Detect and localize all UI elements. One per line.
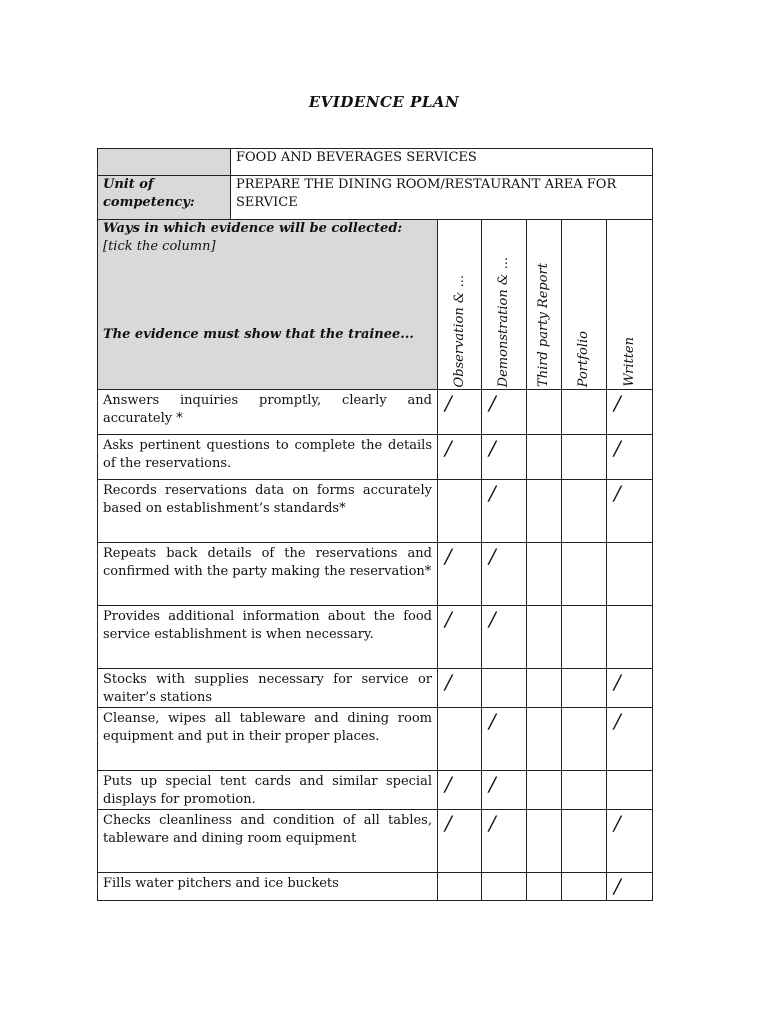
evidence-plan-table: [97, 148, 653, 901]
tick-mark: /: [489, 772, 496, 796]
tick-cell: [607, 390, 653, 435]
criteria-text: Fills water pitchers and ice buckets: [98, 873, 438, 901]
tick-cell: [482, 873, 527, 901]
method-label: Observation & ...: [451, 274, 467, 387]
method-label: Written: [621, 337, 637, 387]
tick-cell: [482, 810, 527, 873]
tick-cell: [562, 480, 607, 543]
criteria-row: [98, 873, 653, 901]
tick-mark: /: [445, 436, 452, 460]
tick-cell: [438, 435, 482, 480]
tick-cell: [482, 708, 527, 771]
tick-cell: [482, 771, 527, 810]
tick-cell: [607, 543, 653, 606]
tick-mark: /: [489, 436, 496, 460]
criteria-text: Cleanse, wipes all tableware and dining room equipment and put in their proper places.: [98, 708, 438, 771]
tick-mark: /: [614, 670, 621, 694]
methods-header-row: [98, 220, 653, 390]
tick-cell: [527, 873, 562, 901]
tick-cell: [438, 390, 482, 435]
tick-mark: /: [614, 709, 621, 733]
method-demonstration: [482, 220, 527, 390]
tick-cell: [562, 873, 607, 901]
tick-mark: /: [614, 391, 621, 415]
tick-cell: [527, 708, 562, 771]
tick-cell: [562, 708, 607, 771]
tick-mark: /: [614, 874, 621, 898]
criteria-text: Repeats back details of the reservations and confirmed with the party making the reservation*: [98, 543, 438, 606]
criteria-text: Answers inquiries promptly, clearly and accurately *: [98, 390, 438, 435]
tick-mark: /: [614, 436, 621, 460]
tick-cell: [482, 669, 527, 708]
tick-cell: [562, 543, 607, 606]
method-third-party-report: [527, 220, 562, 390]
tick-cell: [438, 669, 482, 708]
tick-mark: /: [445, 772, 452, 796]
tick-note: [tick the column]: [103, 239, 216, 254]
tick-mark: /: [614, 811, 621, 835]
tick-cell: [562, 606, 607, 669]
tick-cell: [482, 390, 527, 435]
method-label: Portfolio: [576, 330, 591, 387]
tick-cell: [438, 771, 482, 810]
tick-cell: [527, 606, 562, 669]
criteria-text: Puts up special tent cards and similar special displays for promotion.: [98, 771, 438, 810]
tick-cell: [607, 606, 653, 669]
tick-cell: [562, 771, 607, 810]
criteria-text: Stocks with supplies necessary for service or waiter’s stations: [98, 669, 438, 708]
sector-row: [98, 149, 653, 176]
tick-cell: [482, 435, 527, 480]
method-label: Third party Report: [536, 263, 551, 387]
tick-cell: [482, 543, 527, 606]
tick-cell: [562, 810, 607, 873]
criteria-row: [98, 606, 653, 669]
tick-cell: [607, 435, 653, 480]
tick-cell: [438, 606, 482, 669]
tick-mark: /: [489, 391, 496, 415]
criteria-text: Provides additional information about the food service establishment is when necessary.: [98, 606, 438, 669]
criteria-text: Checks cleanliness and condition of all tables, tableware and dining room equipment: [98, 810, 438, 873]
criteria-text: Asks pertinent questions to complete the details of the reservations.: [98, 435, 438, 480]
tick-cell: [607, 708, 653, 771]
tick-cell: [527, 480, 562, 543]
tick-mark: /: [445, 670, 452, 694]
tick-cell: [482, 480, 527, 543]
tick-mark: /: [489, 709, 496, 733]
tick-mark: /: [489, 811, 496, 835]
tick-cell: [527, 390, 562, 435]
criteria-row: [98, 669, 653, 708]
sector-value: FOOD AND BEVERAGES SERVICES: [231, 149, 653, 176]
criteria-row: [98, 810, 653, 873]
tick-mark: /: [489, 481, 496, 505]
tick-cell: [607, 480, 653, 543]
method-label: Demonstration & ...: [496, 256, 511, 387]
tick-cell: [607, 810, 653, 873]
method-observation: [438, 220, 482, 390]
tick-cell: [438, 810, 482, 873]
criteria-row: [98, 771, 653, 810]
criteria-row: [98, 480, 653, 543]
tick-cell: [438, 873, 482, 901]
tick-cell: [438, 480, 482, 543]
tick-cell: [438, 708, 482, 771]
unit-row: [98, 176, 653, 220]
tick-mark: /: [489, 544, 496, 568]
ways-cell: [98, 220, 438, 390]
ways-label: Ways in which evidence will be collected:: [103, 221, 403, 236]
method-portfolio: [562, 220, 607, 390]
tick-cell: [562, 669, 607, 708]
tick-cell: [607, 669, 653, 708]
tick-cell: [527, 771, 562, 810]
tick-mark: /: [445, 391, 452, 415]
tick-cell: [527, 810, 562, 873]
tick-mark: /: [445, 607, 452, 631]
unit-value: PREPARE THE DINING ROOM/RESTAURANT AREA FOR SERVICE: [231, 176, 653, 220]
page-title: EVIDENCE PLAN: [308, 93, 460, 111]
unit-label: Unit of competency:: [98, 176, 231, 220]
tick-cell: [438, 543, 482, 606]
criteria-row: [98, 543, 653, 606]
criteria-row: [98, 435, 653, 480]
tick-mark: /: [614, 481, 621, 505]
tick-mark: /: [445, 811, 452, 835]
tick-cell: [527, 543, 562, 606]
method-written: [607, 220, 653, 390]
tick-cell: [527, 669, 562, 708]
criteria-row: [98, 708, 653, 771]
criteria-text: Records reservations data on forms accurately based on establishment’s standards*: [98, 480, 438, 543]
tick-cell: [607, 771, 653, 810]
tick-cell: [562, 435, 607, 480]
tick-mark: /: [489, 607, 496, 631]
sector-label-cell: [98, 149, 231, 176]
tick-cell: [482, 606, 527, 669]
tick-cell: [562, 390, 607, 435]
tick-mark: /: [445, 544, 452, 568]
tick-cell: [607, 873, 653, 901]
tick-cell: [527, 435, 562, 480]
criteria-row: [98, 390, 653, 435]
must-show-label: The evidence must show that the trainee...: [103, 327, 414, 342]
